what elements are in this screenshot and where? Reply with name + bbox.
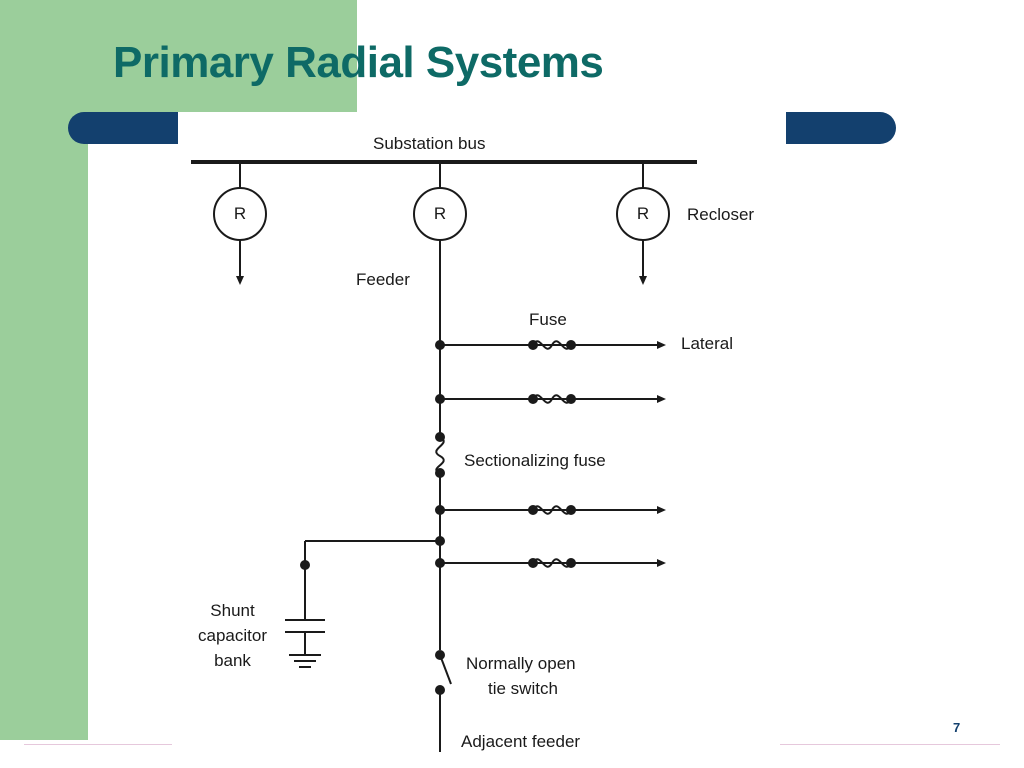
- recloser-right-label: R: [636, 204, 650, 223]
- label-feeder: Feeder: [356, 270, 410, 289]
- footer-divider-left: [24, 744, 172, 745]
- label-substation-bus: Substation bus: [373, 134, 486, 153]
- label-normally-open-line2: tie switch: [488, 679, 558, 698]
- recloser-center-label: R: [433, 204, 447, 223]
- label-fuse: Fuse: [529, 310, 567, 329]
- label-sectionalizing-fuse: Sectionalizing fuse: [464, 451, 606, 470]
- recloser-left-label: R: [233, 204, 247, 223]
- label-lateral: Lateral: [681, 334, 733, 353]
- page-title: Primary Radial Systems: [113, 38, 604, 87]
- page-number: 7: [953, 720, 961, 735]
- label-shunt-capacitor-line2: capacitor: [198, 626, 267, 645]
- label-adjacent-feeder: Adjacent feeder: [461, 732, 581, 751]
- label-normally-open-line1: Normally open: [466, 654, 576, 673]
- label-shunt-capacitor-line1: Shunt: [210, 601, 255, 620]
- label-recloser: Recloser: [687, 205, 755, 224]
- label-shunt-capacitor-line3: bank: [214, 651, 251, 670]
- footer-divider-right: [780, 744, 1000, 745]
